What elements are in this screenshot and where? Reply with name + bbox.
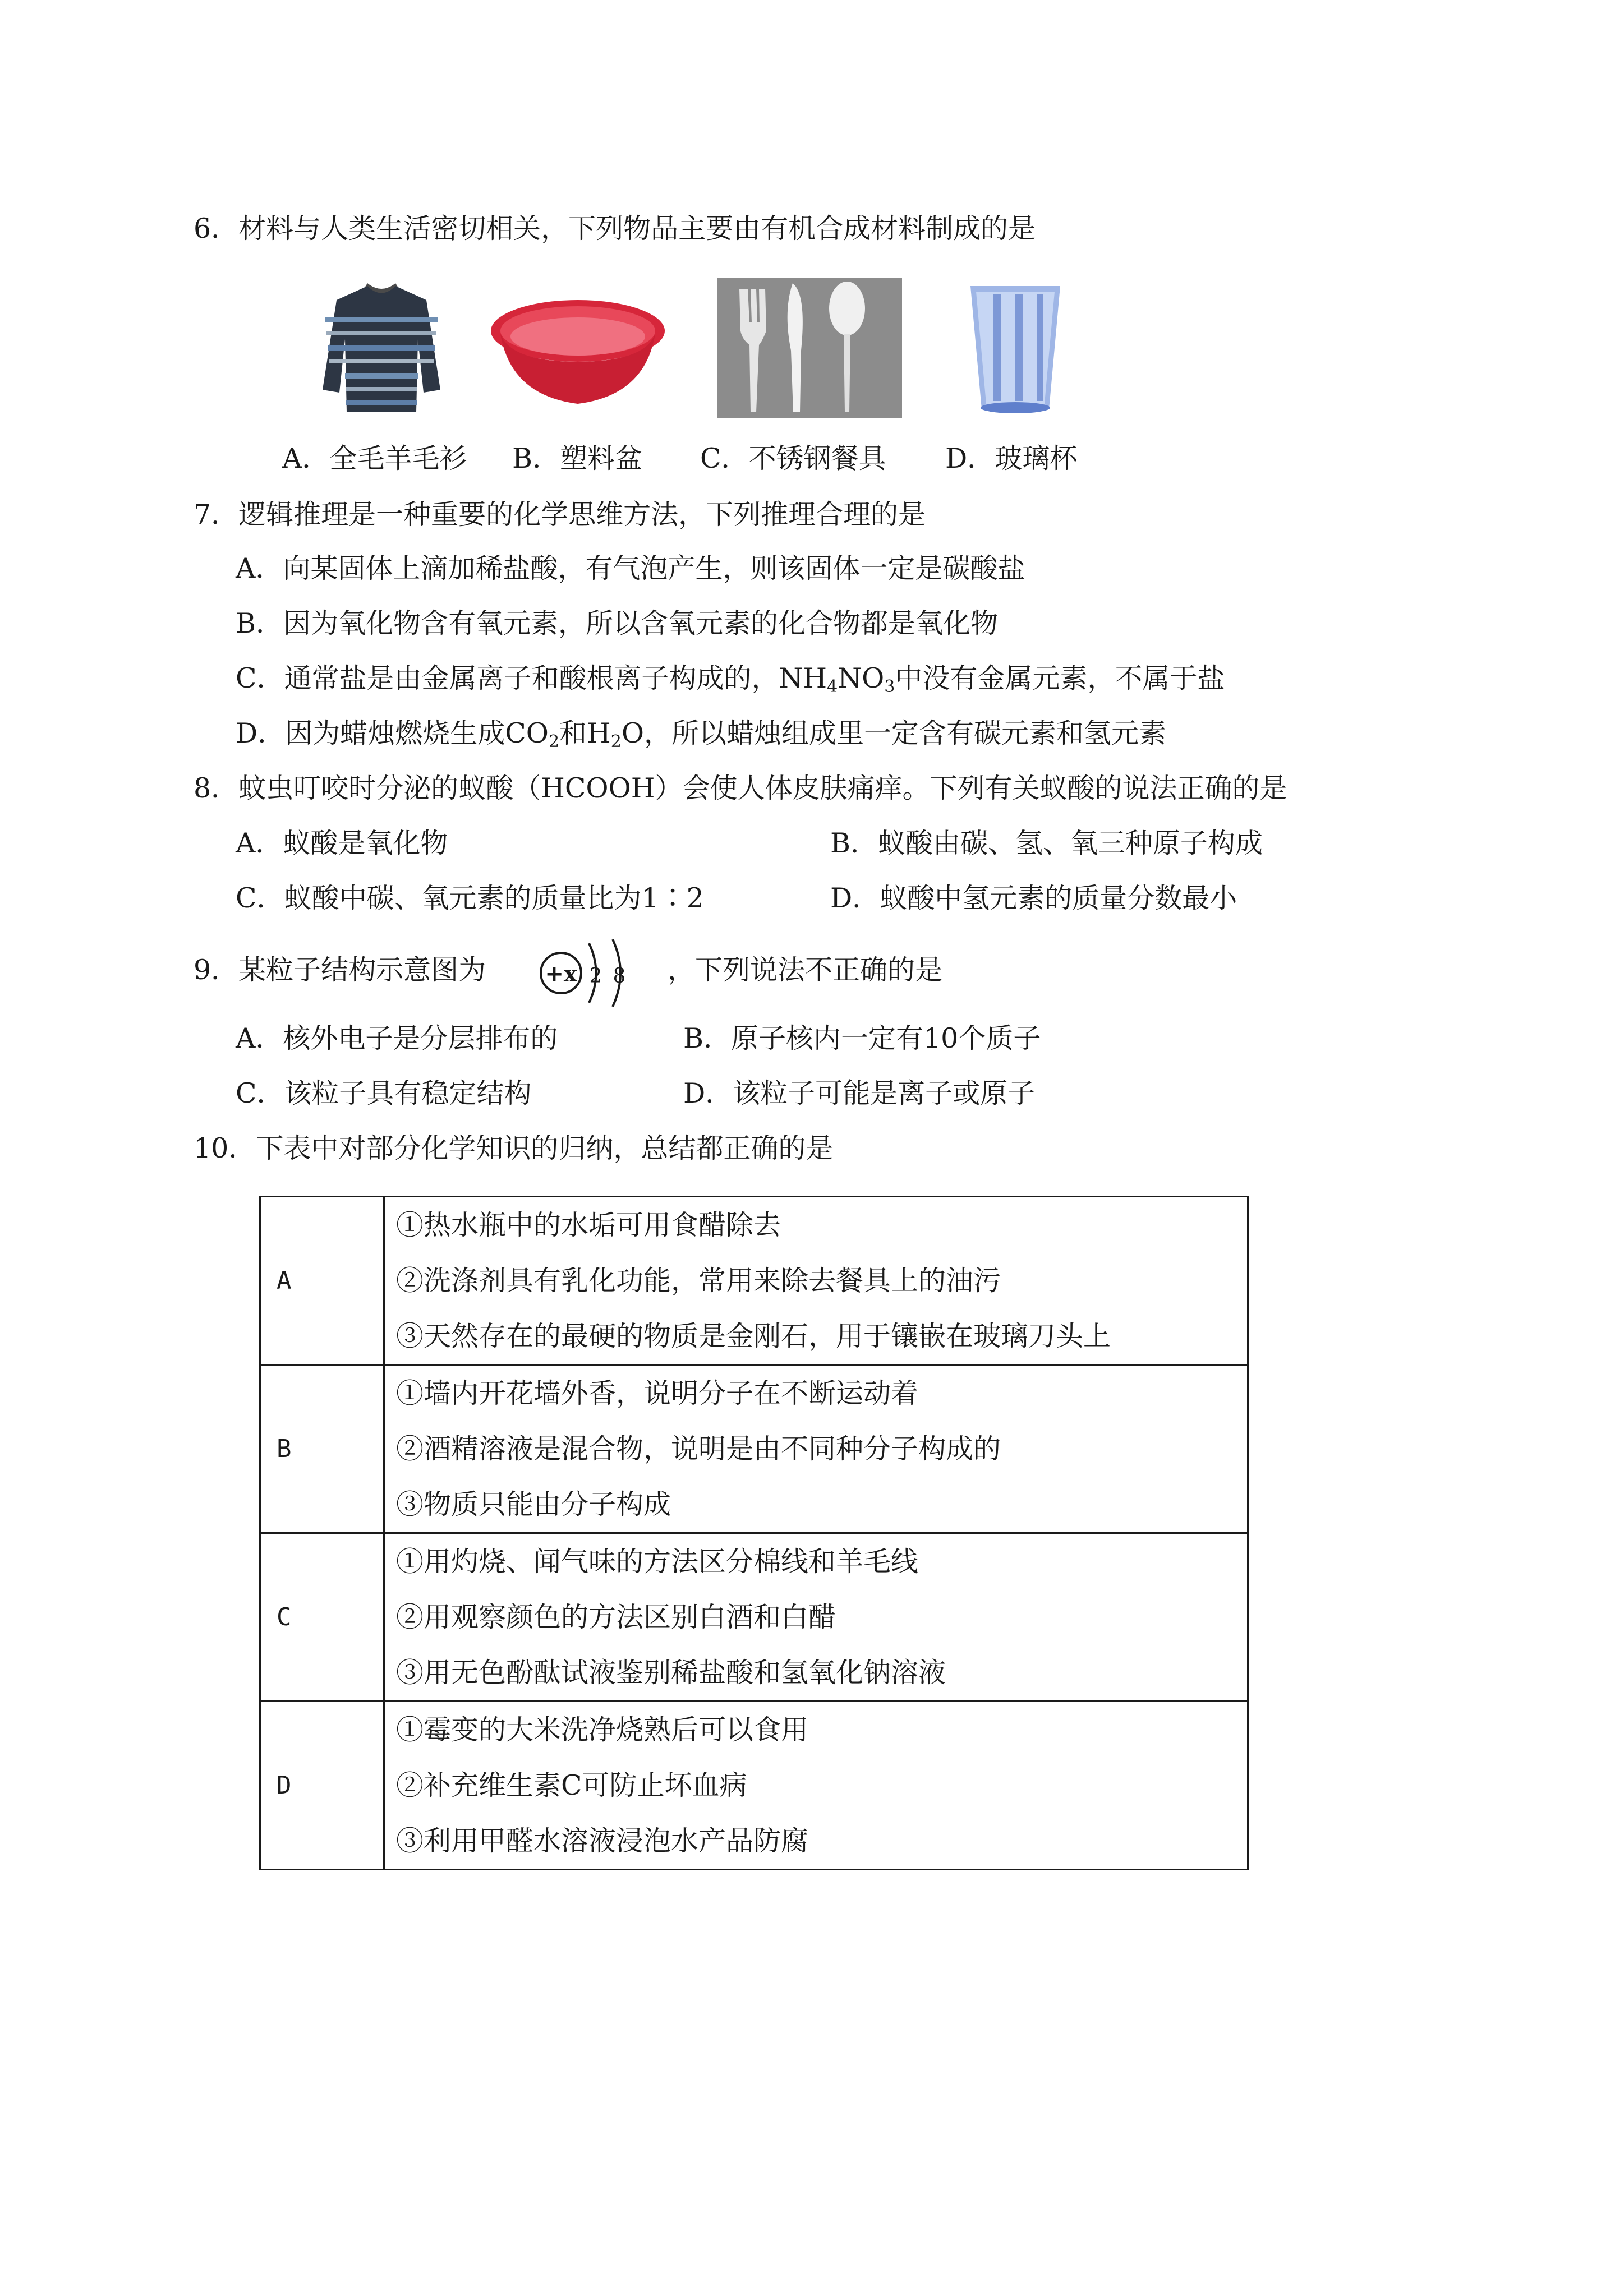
question-8-option-c: C．蚁酸中碳、氧元素的质量比为1∶2 [236,882,704,914]
question-9-option-a: A．核外电子是分层排布的 [236,1022,558,1054]
shell-2-electrons: 8 [613,965,626,988]
list-item: ①霉变的大米洗净烧熟后可以食用 [396,1714,809,1746]
caption-b: B．塑料盆 [512,442,643,474]
glass-cup-image [954,278,1077,418]
knowledge-table [259,1196,1249,1870]
question-9-stem-pre: 9．某粒子结构示意图为 [194,954,486,986]
list-item: ②洗涤剂具有乳化功能，常用来除去餐具上的油污 [396,1265,1001,1297]
question-8-stem: 8．蚊虫叮咬时分泌的蚁酸（HCOOH）会使人体皮肤痛痒。下列有关蚁酸的说法正确的是 [194,772,1287,804]
table-row [260,1533,1248,1702]
question-9-option-c: C．该粒子具有稳定结构 [236,1077,532,1109]
question-7-stem: 7．逻辑推理是一种重要的化学思维方法，下列推理合理的是 [194,499,926,531]
question-8-option-d: D．蚁酸中氢元素的质量分数最小 [830,882,1237,914]
question-6-stem: 6．材料与人类生活密切相关，下列物品主要由有机合成材料制成的是 [194,213,1036,245]
list-item: ②用观察颜色的方法区别白酒和白醋 [396,1601,836,1633]
particle-structure-diagram [533,937,640,1009]
list-item: ①用灼烧、闻气味的方法区分棉线和羊毛线 [396,1546,919,1578]
list-item: ③天然存在的最硬的物质是金刚石，用于镶嵌在玻璃刀头上 [396,1320,1111,1352]
list-item: ③用无色酚酞试液鉴别稀盐酸和氢氧化钠溶液 [396,1657,946,1689]
nucleus-charge: +x [545,961,577,987]
list-item: ①热水瓶中的水垢可用食醋除去 [396,1209,781,1241]
question-8-option-a: A．蚁酸是氧化物 [236,827,448,859]
question-7-option-d: D．因为蜡烛燃烧生成$CO_2$和$H_2O$，所以蜡烛组成里一定含有碳元素和氢元素 [236,717,1167,751]
caption-a: A．全毛羊毛衫 [282,442,467,474]
question-9-option-d: D．该粒子可能是离子或原子 [683,1077,1036,1109]
stainless-cutlery-image [717,278,902,418]
caption-c: C．不锈钢餐具 [700,442,886,474]
table-row [260,1702,1248,1870]
question-7-option-b: B．因为氧化物含有氧元素，所以含氧元素的化合物都是氧化物 [236,607,999,639]
question-8-option-b: B．蚁酸由碳、氢、氧三种原子构成 [830,827,1263,859]
list-item: ②酒精溶液是混合物，说明是由不同种分子构成的 [396,1433,1001,1465]
question-7-option-a: A．向某固体上滴加稀盐酸，有气泡产生，则该固体一定是碳酸盐 [236,552,1025,584]
row-key: C [260,1533,384,1702]
row-key: D [260,1702,384,1870]
plastic-basin-image [488,278,668,418]
question-9-stem-post: ，下列说法不正确的是 [668,954,943,986]
list-item: ③物质只能由分子构成 [396,1488,671,1520]
sweater-image [314,278,449,418]
shell-1-electrons: 2 [589,965,602,988]
question-7-option-c: C．通常盐是由金属离子和酸根离子构成的，$NH_4NO_3$中没有金属元素，不属于盐 [236,662,1225,697]
row-key: B [260,1365,384,1533]
table-row [260,1365,1248,1533]
question-9-option-b: B．原子核内一定有10个质子 [683,1022,1041,1054]
table-row [260,1197,1248,1365]
caption-d: D．玻璃杯 [945,442,1078,474]
row-key: A [260,1197,384,1365]
list-item: ③利用甲醛水溶液浸泡水产品防腐 [396,1825,809,1857]
question-10-stem: 10．下表中对部分化学知识的归纳，总结都正确的是 [194,1132,834,1164]
list-item: ②补充维生素C可防止坏血病 [396,1769,747,1801]
list-item: ①墙内开花墙外香，说明分子在不断运动着 [396,1377,919,1409]
